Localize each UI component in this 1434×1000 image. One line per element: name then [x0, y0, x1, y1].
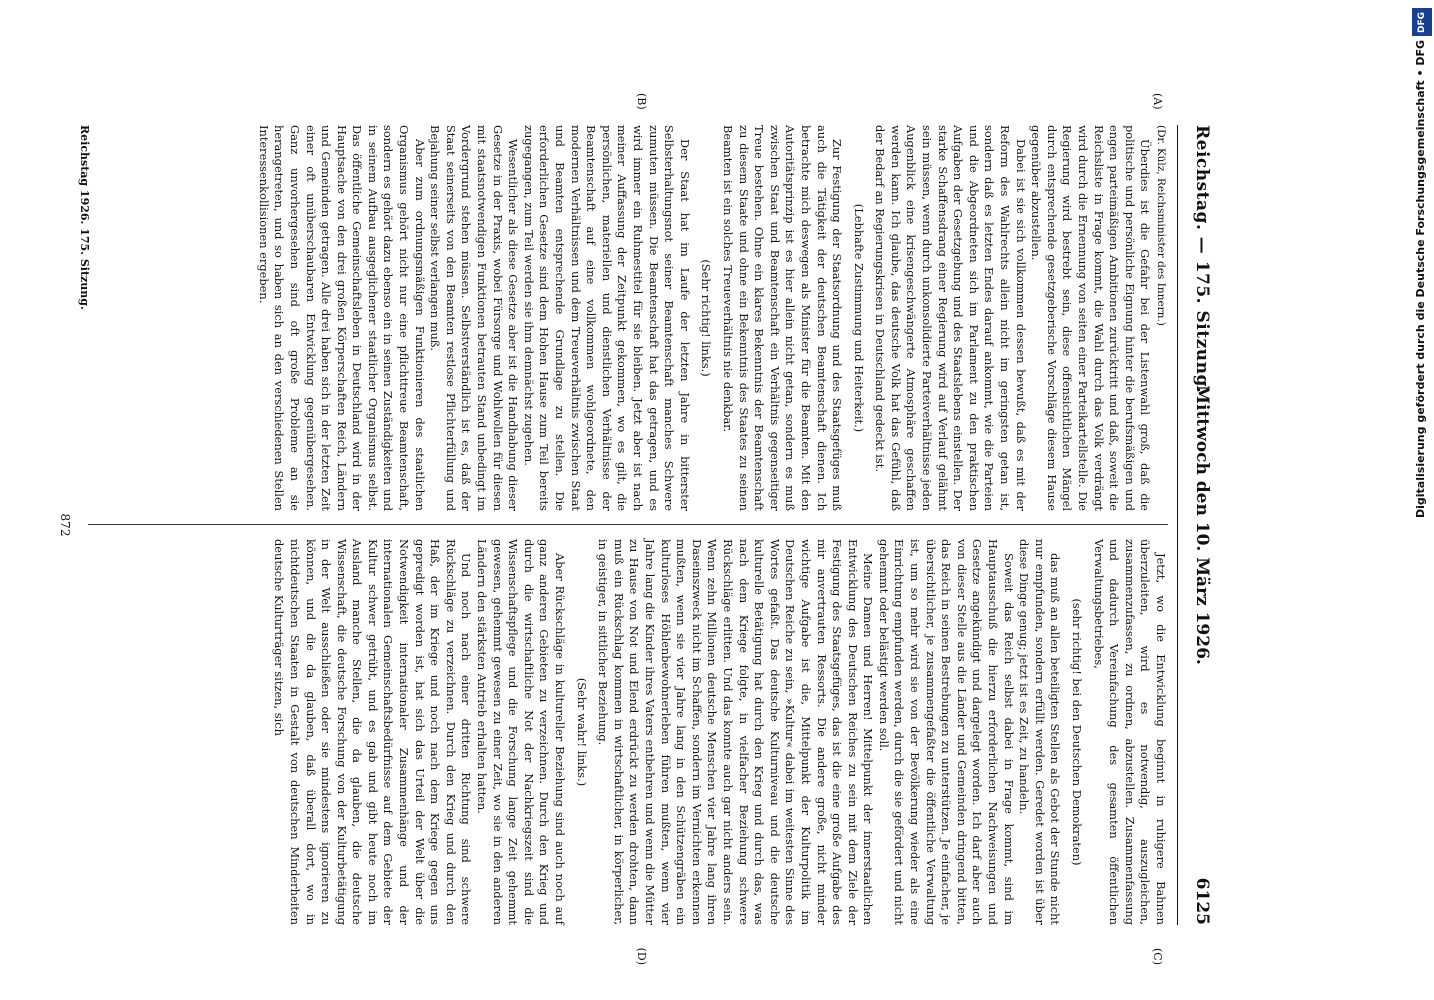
paragraph: Und noch nach einer dritten Richtung sind schwere Rückschläge zu verzeichnen. Durch den Krieg und durch den Haß, der im Kriege und noch nach dem Kriege gegen uns gepredigt worden ist, hat sich das Urteil der Welt über die Notwendigkeit internationaler Zusammenhänge und der internationalen Gemeinschaftsbedürfnisse auf dem Gebiete der Kultur schwer getrübt, und es gab und gibt heute noch im Ausland manche Stellen, die da glauben, die deutsche Wissenschaft, die deutsche Forschung von der Kulturbetätigung in der Welt ausschließen oder sie mindestens ignorieren zu können, und die da glauben, daß überall dort, wo in nichtdeutschen Staaten in Gestalt von deutschen Minderheiten deutsche Kulturträger sitzen, sich — [272, 539, 474, 925]
paragraph: das muß an allen beteiligten Stellen als Gebot der Stunde nicht nur empfunden, sondern erfüllt werden. Geredet worden ist über diese Dinge genug; jetzt ist es Zeit, zu handeln. — [1017, 539, 1063, 925]
interjection: (Sehr wahr! links.) — [574, 677, 589, 787]
column-divider — [88, 524, 1168, 525]
paragraph: Wesentlicher als diese Gesetze aber ist die Handhabung dieser Gesetze in der Praxis, wobei Fürsorge und Wohlwollen für diesen mit staatsnotwendigen Funktionen betrauten Stand unbedingt im Vordergrund stehen müssen. Selbstverständlich ist es, daß der Staat seinerseits von den Beamten restlose Pflichterfüllung und Bejahung seiner selbst verlangen muß. — [428, 125, 521, 511]
margin-mark-b: (B) — [635, 93, 648, 110]
margin-mark-d: (D) — [635, 947, 648, 965]
dfg-logo: DFG — [1412, 8, 1432, 36]
page-header — [1177, 125, 1216, 925]
paragraph: Dabei ist sie sich vollkommen dessen bewußt, daß es mit der Reform des Wahlrechts allein nicht im geringsten getan ist, sondern daß es letzten Endes darauf ankommt, wie die Parteien und die Abgeordneten sich im Parlament zu den praktischen Aufgaben der Gesetzgebung und des Staatslebens einstellen. Der starke Schaffensdrang einer Regierung wird auf Verlauf gelähmt sein müssen, wenn durch unkonsolidierte Parteiverhältnisse jeden Augenblick eine krisengeschwängerte Atmosphäre geschaffen werden kann. Ich glaube, das deutsche Volk hat das Gefühl, daß der Bedarf an Regierungskrisen in Deutschland gedeckt ist. — [873, 125, 1028, 511]
dfg-credit: Digitalisierung gefördert durch die Deutsche Forschungsgemeinschaft • DFG — [1414, 40, 1427, 519]
header-session: Reichstag. — 175. Sitzung. — [1192, 125, 1212, 394]
paragraph: Der Staat hat im Laufe der letzten Jahre in bitterster Selbsterhaltungsnot seiner Beamtenschaft manches Schwere zumuten müssen. Die Beamtenschaft hat das getragen, und es wird immer ein Ruhmestitel für sie bleiben. Jetzt aber ist nach meiner Auffassung der Zeitpunkt gekommen, wo es gilt, die persönlichen, materiellen und dienstlichen Verhältnisse der Beamtenschaft auf eine vollkommen wohlgeordnete, den modernen Verhältnissen und dem Treueverhältnis zwischen Staat und Beamten entsprechende Grundlage zu stellen. Die erforderlichen Gesetze sind dem Hohen Hause zum Teil bereits zugegangen, zum Teil werden sie ihm demnächst zugehen. — [521, 125, 692, 511]
paragraph: Jetzt, wo die Entwicklung beginnt in ruhigere Bahnen überzuleiten, wird es notwendig, auszugleichen, zusammenzufassen, zu ordnen, abzustellen. Zusammenfassung und dadurch Vereinfachung des gesamten öffentlichen Verwaltungsbetriebes, — [1091, 539, 1168, 925]
footer-page-number: 872 — [58, 513, 72, 537]
margin-mark-c: (C) — [1151, 948, 1164, 965]
dfg-sidebar — [1410, 0, 1434, 1000]
header-page-number: 6125 — [1192, 877, 1212, 925]
margin-mark-a: (A) — [1151, 93, 1164, 110]
text-columns — [78, 93, 1168, 965]
paragraph: Überdies ist die Gefahr bei der Listenwahl groß, daß die politische und persönliche Eignung hinter die berufsmäßigen und engen parteimäßigen Ambitionen zurücktritt und daß, soweit die Reichsliste in Frage kommt, die Wahl durch das Volk verdrängt wird durch die Ernennung von seiten einer Parteikartellstelle. Die Regierung wird bestrebt sein, diese offensichtlichen Mängel durch entsprechende gesetzgeberische Vorschläge diesem Hause gegenüber abzustellen. — [1029, 125, 1153, 511]
right-column — [88, 539, 1168, 925]
paragraph: Meine Damen und Herren! Mittelpunkt der innerstaatlichen Entwicklung des Deutschen Reiches zu sein mit dem Ziele der Festigung des Staatsgefüges, das ist die eine große Aufgabe des mir anvertrauten Ressorts. Die andere große, nicht minder wichtige Aufgabe ist die, Mittelpunkt der Kulturpolitik im Deutschen Reiche zu sein, »Kultur« dabei im weitesten Sinne des Wortes gefaßt. Das deutsche Kulturniveau und die deutsche kulturelle Betätigung hat durch den Krieg und durch das, was nach dem Kriege folgte, in vielfacher Beziehung schwere Rückschläge erlitten. Und das konnte auch gar nicht anders sein. Wenn zehn Millionen deutsche Menschen vier Jahre lang ihren Daseinszweck nicht im Schaffen, sondern im Vernichten erkennen mußten, wenn sie vier Jahre lang in den Schützengräben ein kulturloses Höhlenbewohnerleben führen mußten, wenn vier Jahre lang die Kinder ihres Vaters entbehren und wenn die Mütter zu Hause von Not und Elend erdrückt zu werden drohten, dann muß ein Rückschlag kommen in wirtschaftlicher, in körperlicher, in geistiger, in sittlicher Beziehung. — [596, 539, 876, 925]
scanned-page — [56, 85, 1216, 965]
interjection: (sehr richtig! bei den Deutschen Demokraten) — [1070, 598, 1085, 866]
paragraph: Aber Rückschläge in kultureller Beziehung sind auch noch auf ganz anderen Gebieten zu verzeichnen. Durch den Krieg und durch die wirtschaftliche Not der Nachkriegszeit sind die Wissenschaftspflege und die Forschung lange Zeit gehemmt gewesen, gehemmt gewesen zu einer Zeit, wo sie in den anderen Ländern den stärksten Antrieb erhalten hatten. — [475, 539, 568, 925]
interjection: (Sehr richtig! links.) — [699, 259, 714, 377]
paragraph: Zur Festigung der Staatsordnung und des Staatsgefüges muß auch die Tätigkeit der deutschen Beamtenschaft dienen. Ich betrachte mich deswegen als Minister für die Beamten. Mit den Autoritätsprinzip ist es hier allein nicht getan, sondern es muß zwischen Staat und Beamtenschaft ein Verhältnis gegenseitiger Treue bestehen. Ohne ein klares Bekenntnis der Beamtenschaft zu diesem Staate und ohne ein Bekenntnis des Staates zu seinen Beamten ist ein solches Treueverhältnis nie denkbar. — [720, 125, 845, 511]
header-date: Mittwoch den 10. März 1926. — [1192, 385, 1212, 665]
paragraph: Soweit das Reich selbst dabei in Frage kommt, sind im Hauptausschuß die hierzu erforderlichen Nachweisungen und Gesetze angekündigt und dargelegt worden. Ich darf aber auch von dieser Stelle aus die Länder und Gemeinden dringend bitten, das Reich in seinen Bestrebungen zu unterstützen. Je einfacher, je übersichtlicher, je zusammengefaßter die öffentliche Verwaltung ist, um so mehr wird sie von der Bevölkerung wieder als eine Einrichtung empfunden werden, durch die sie gefördert und nicht gehemmt oder belästigt werden soll. — [876, 539, 1016, 925]
paragraph: Aber zum ordnungsmäßigen Funktionieren des staatlichen Organismus gehört nicht nur eine pflichttreue Beamtenschaft, sondern es gehört dazu ebenso ein in seinen Zuständigkeiten und in seinem Aufbau ausgeglichener staatlicher Organismus selbst. Das öffentliche Gemeinschaftsleben in Deutschland wird in der Hauptsache von den drei großen Körperschaften Reich, Ländern und Gemeinden getragen. Alle drei haben sich in der letzten Zeit einer oft unüberschaubaren Entwicklung gegenübergesehen. Ganz unvorhergesehen sind oft große Probleme an sie herangetreten, und so haben sich an den verschiedenen Stellen Interessenkollisionen ergeben. — [256, 125, 427, 511]
interjection: (Lebhafte Zustimmung und Heiterkeit.) — [851, 203, 866, 433]
speaker-line: (Dr. Külz, Reichsminister des Innern.) — [1155, 125, 1167, 326]
footer-session: Reichstag 1926. 175. Sitzung. — [78, 125, 91, 310]
left-column — [88, 125, 1168, 511]
